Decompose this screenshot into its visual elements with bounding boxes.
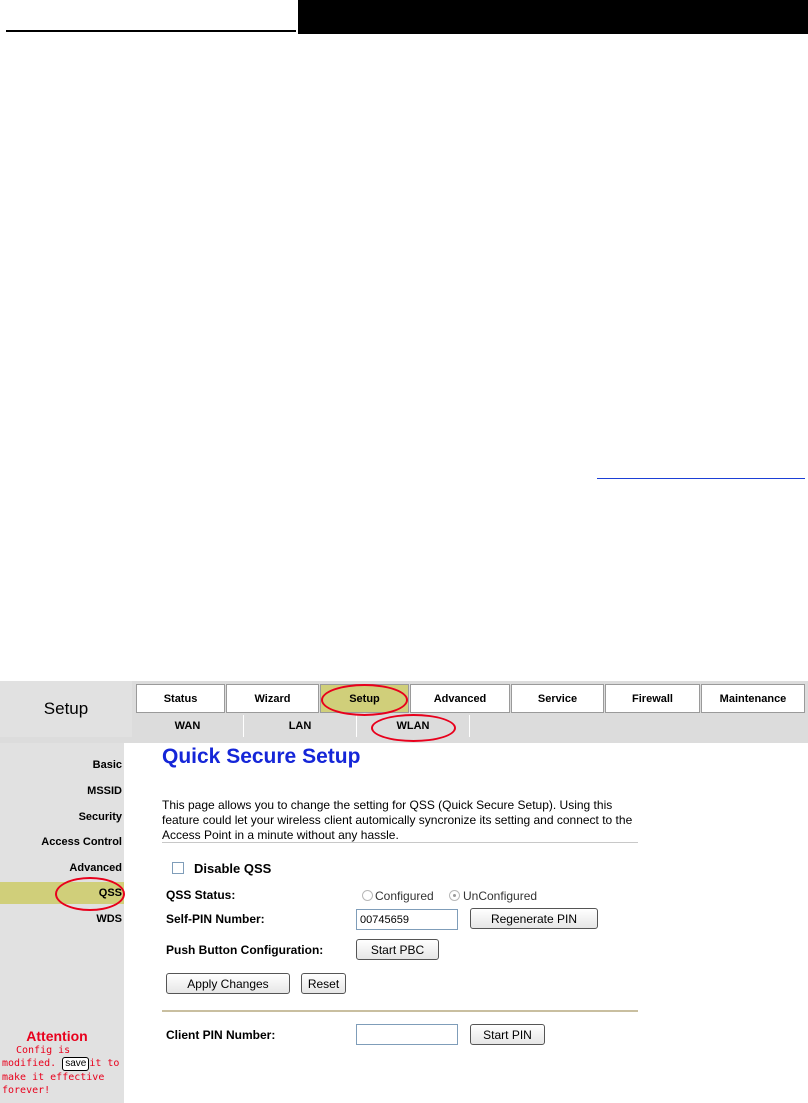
self-pin-label: Self-PIN Number: (166, 912, 265, 926)
subtab-wlan[interactable]: WLAN (357, 715, 470, 737)
subtab-wan[interactable]: WAN (132, 715, 244, 737)
sidebar-item-basic[interactable]: Basic (92, 759, 122, 771)
attention-title: Attention (26, 1028, 88, 1044)
regenerate-pin-button[interactable]: Regenerate PIN (470, 908, 598, 929)
subtab-lan[interactable]: LAN (244, 715, 357, 737)
disable-qss-checkbox[interactable] (172, 862, 184, 874)
page-description: This page allows you to change the setting for QSS (Quick Secure Setup). Using this feature could let your wireless client automically syncronize its setting and connect to the Access Point in a minute without any hassle. (162, 798, 633, 842)
status-configured-label: Configured (375, 889, 434, 903)
self-pin-input[interactable] (356, 909, 458, 930)
tab-advanced[interactable]: Advanced (410, 684, 510, 713)
sidebar-item-access-control[interactable]: Access Control (41, 836, 122, 848)
page-title: Quick Secure Setup (162, 745, 361, 768)
tab-wizard[interactable]: Wizard (226, 684, 319, 713)
attention-line-2-start: modified. (2, 1058, 57, 1069)
hyperlink-underline (597, 478, 805, 479)
qss-status-label: QSS Status: (166, 888, 236, 902)
apply-changes-button[interactable]: Apply Changes (166, 973, 290, 994)
start-pin-button[interactable]: Start PIN (470, 1024, 545, 1045)
sidebar-item-wds[interactable]: WDS (96, 913, 122, 925)
router-ui-screenshot (0, 681, 808, 1103)
attention-line-3: make it effective (2, 1072, 105, 1083)
brand-title: Setup (0, 681, 132, 737)
highlight-oval-setup (321, 684, 408, 716)
header-rule (6, 30, 296, 32)
main-content (124, 743, 808, 1103)
attention-notice (2, 1028, 122, 1097)
attention-line-4: forever! (2, 1085, 51, 1096)
tab-maintenance[interactable]: Maintenance (701, 684, 805, 713)
start-pbc-button[interactable]: Start PBC (356, 939, 439, 960)
sidebar-item-mssid[interactable]: MSSID (87, 785, 122, 797)
highlight-oval-wlan (371, 714, 456, 742)
tab-status[interactable]: Status (136, 684, 225, 713)
attention-line-2 (2, 1057, 122, 1071)
attention-line-1: Config is (16, 1045, 71, 1056)
status-unconfigured-radio[interactable] (449, 890, 460, 901)
sidebar (0, 743, 124, 1103)
tab-firewall[interactable]: Firewall (605, 684, 700, 713)
sub-nav (132, 715, 808, 737)
sidebar-item-qss[interactable]: QSS (0, 882, 124, 904)
sidebar-item-advanced[interactable]: Advanced (69, 862, 122, 874)
client-pin-input[interactable] (356, 1024, 458, 1045)
sidebar-item-security[interactable]: Security (78, 811, 122, 823)
main-nav (132, 681, 808, 715)
header-black-bar (298, 0, 808, 34)
status-unconfigured-label: UnConfigured (463, 889, 538, 903)
reset-button[interactable]: Reset (301, 973, 346, 994)
divider-top (162, 842, 638, 843)
divider-bottom (162, 1010, 638, 1012)
pbc-label: Push Button Configuration: (166, 943, 324, 957)
save-button[interactable]: save (62, 1057, 89, 1071)
highlight-oval-qss (55, 877, 125, 911)
attention-line-2-end: it to (89, 1058, 120, 1069)
status-configured-radio[interactable] (362, 890, 373, 901)
client-pin-label: Client PIN Number: (166, 1028, 276, 1042)
tab-setup[interactable]: Setup (320, 684, 409, 713)
document-header (0, 0, 808, 34)
disable-qss-label: Disable QSS (194, 861, 272, 876)
tab-service[interactable]: Service (511, 684, 604, 713)
